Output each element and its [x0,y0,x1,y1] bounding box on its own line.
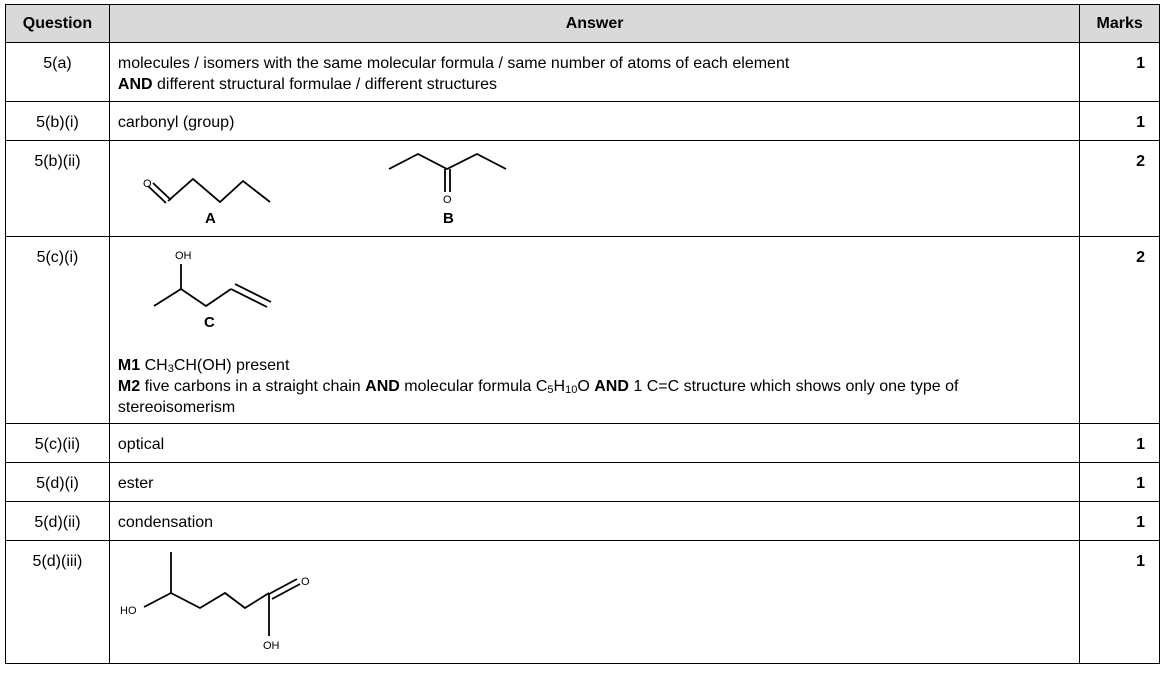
label-c: C [203,314,215,331]
m1-label: M1 [117,357,141,374]
answer-cell [109,237,1079,424]
answer-cell: ester [109,463,1079,502]
molecule-a [143,178,270,227]
molecule-b [389,154,506,227]
answer-text: five carbons in a straight chain [140,378,366,395]
question-cell: 5(b)(i) [6,102,110,141]
answer-text: 1 C=C structure which shows only one type of stereoisomerism [117,378,959,416]
molecule-c [118,237,418,355]
subscript: 3 [167,363,174,375]
hydroxyl-label: HO [119,605,137,617]
bond [153,183,171,200]
header-row [6,5,1160,43]
question-cell: 5(d)(ii) [6,502,110,541]
answer-text: different structural formulae / different structures [152,76,498,93]
answer-cell [109,141,1079,237]
answer-cell: optical [109,424,1079,463]
oxygen-atom: O [442,194,452,206]
table-row [6,102,1160,141]
marks-cell: 1 [1080,424,1160,463]
marks-cell: 1 [1080,463,1160,502]
answer-text: CH [140,357,168,374]
question-cell: 5(d)(i) [6,463,110,502]
table-row [6,141,1160,237]
and-keyword: AND [365,378,400,395]
marks-cell: 1 [1080,502,1160,541]
header-question: Question [6,5,110,43]
answer-text: CH(OH) present [173,357,290,374]
structures-a-b [110,141,1071,235]
marks-cell: 1 [1080,43,1160,102]
double-bond [269,579,297,594]
answer-line: molecules / isomers with the same molecular formula / same number of atoms of each element [117,55,790,72]
label-a: A [204,210,216,227]
answer-line-m1 [118,355,1071,376]
subscript: 10 [565,384,578,396]
question-cell: 5(d)(iii) [6,541,110,664]
header-marks: Marks [1080,5,1160,43]
marks-cell: 1 [1080,541,1160,664]
table-row [6,502,1160,541]
table-row [6,237,1160,424]
carbon-chain [389,154,506,169]
label-b: B [442,210,454,227]
answer-cell: carbonyl (group) [109,102,1079,141]
table-row [6,463,1160,502]
answer-line-m2 [118,376,1058,418]
header-answer: Answer [109,5,1079,43]
answer-text: H [553,378,566,395]
double-bond [272,584,300,599]
marks-cell: 2 [1080,141,1160,237]
carbon-chain [171,552,269,608]
table-row [6,541,1160,664]
mark-scheme-table [5,4,1160,664]
oxygen-atom: O [300,576,310,588]
bond [144,593,171,607]
question-cell: 5(c)(ii) [6,424,110,463]
and-keyword: AND [594,378,629,395]
question-cell: 5(b)(ii) [6,141,110,237]
answer-line [118,74,1071,95]
and-keyword: AND [117,76,153,93]
table-row [6,43,1160,102]
molecule-d [110,541,1071,662]
hydroxyl-label: OH [262,640,280,652]
answer-cell [109,541,1079,664]
question-cell: 5(a) [6,43,110,102]
m2-label: M2 [117,378,141,395]
answer-cell [109,43,1079,102]
answer-cell: condensation [109,502,1079,541]
carbon-chain [168,179,270,202]
marks-cell: 1 [1080,102,1160,141]
carbon-chain [154,289,231,306]
hydroxyl-label: OH [174,250,192,262]
marks-cell: 2 [1080,237,1160,424]
subscript: 5 [547,384,554,396]
answer-text: O [577,378,595,395]
table-row [6,424,1160,463]
oxygen-atom: O [142,178,152,190]
answer-text: molecular formula C [399,378,548,395]
question-cell: 5(c)(i) [6,237,110,424]
